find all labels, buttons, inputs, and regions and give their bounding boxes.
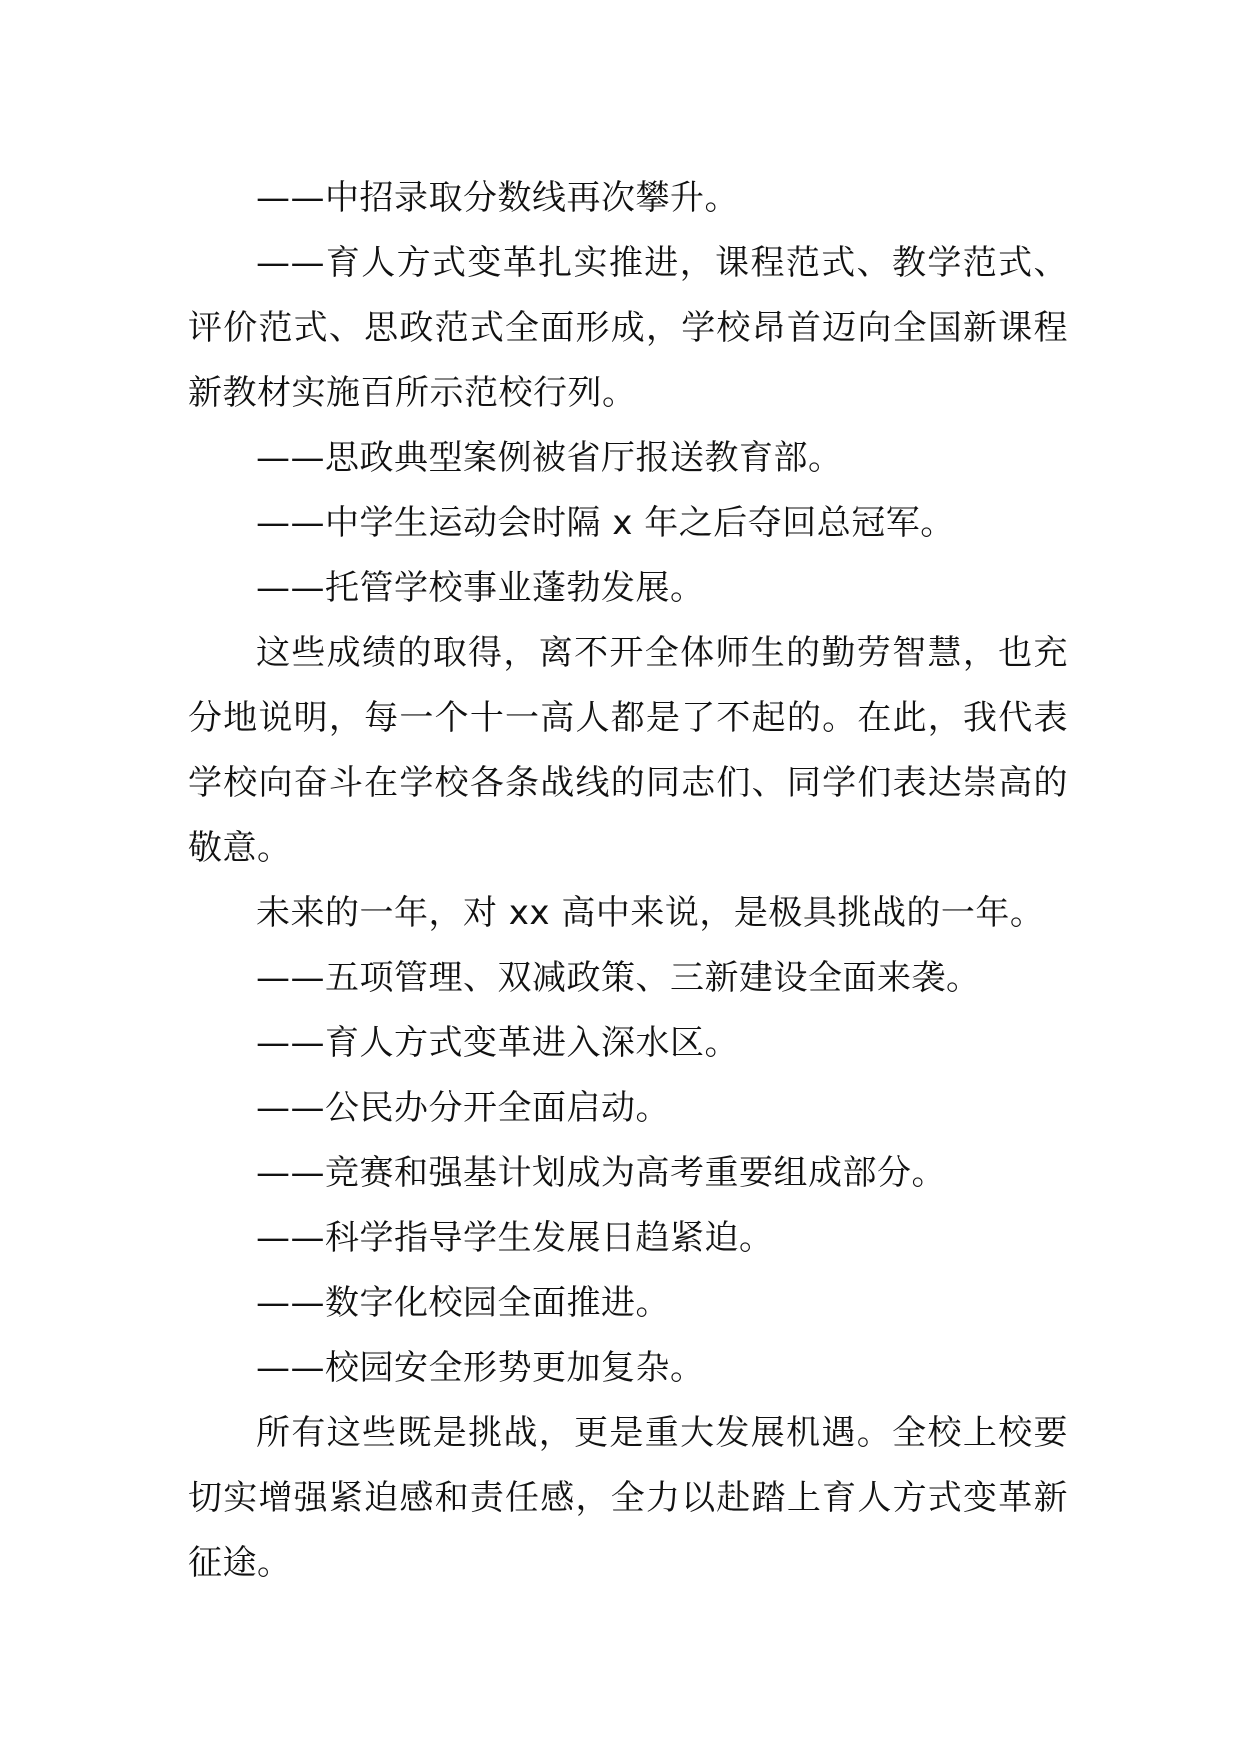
document-body (188, 166, 1068, 1596)
paragraph-ideological-case: ——思政典型案例被省厅报送教育部。 (256, 438, 843, 478)
paragraph-campus-safety: ——校园安全形势更加复杂。 (256, 1348, 705, 1388)
paragraph-trust-schools: ——托管学校事业蓬勃发展。 (256, 568, 705, 608)
paragraph-closing: 所有这些既是挑战，更是重大发展机遇。全校上校要切实增强紧迫感和责任感，全力以赴踏上育人方式变革新征途。 (188, 1413, 1068, 1583)
paragraph-public-private: ——公民办分开全面启动。 (256, 1088, 670, 1128)
paragraph-competition-plan: ——竞赛和强基计划成为高考重要组成部分。 (256, 1153, 946, 1193)
paragraph-education-reform: ——育人方式变革扎实推进，课程范式、教学范式、评价范式、思政范式全面形成，学校昂首迈向全国新课程新教材实施百所示范校行列。 (188, 243, 1068, 413)
paragraph-sports-championship: ——中学生运动会时隔 x 年之后夺回总冠军。 (256, 503, 955, 543)
paragraph-digital-campus: ——数字化校园全面推进。 (256, 1283, 670, 1323)
paragraph-student-guidance: ——科学指导学生发展日趋紧迫。 (256, 1218, 774, 1258)
paragraph-five-management: ——五项管理、双减政策、三新建设全面来袭。 (256, 958, 981, 998)
paragraph-next-year-intro: 未来的一年，对 xx 高中来说，是极具挑战的一年。 (256, 893, 1045, 933)
paragraph-admission-score: ——中招录取分数线再次攀升。 (256, 178, 739, 218)
paragraph-reform-deep-water: ——育人方式变革进入深水区。 (256, 1023, 739, 1063)
paragraph-achievements-thanks: 这些成绩的取得，离不开全体师生的勤劳智慧，也充分地说明，每一个十一高人都是了不起的。在此，我代表学校向奋斗在学校各条战线的同志们、同学们表达崇高的敬意。 (188, 633, 1068, 868)
